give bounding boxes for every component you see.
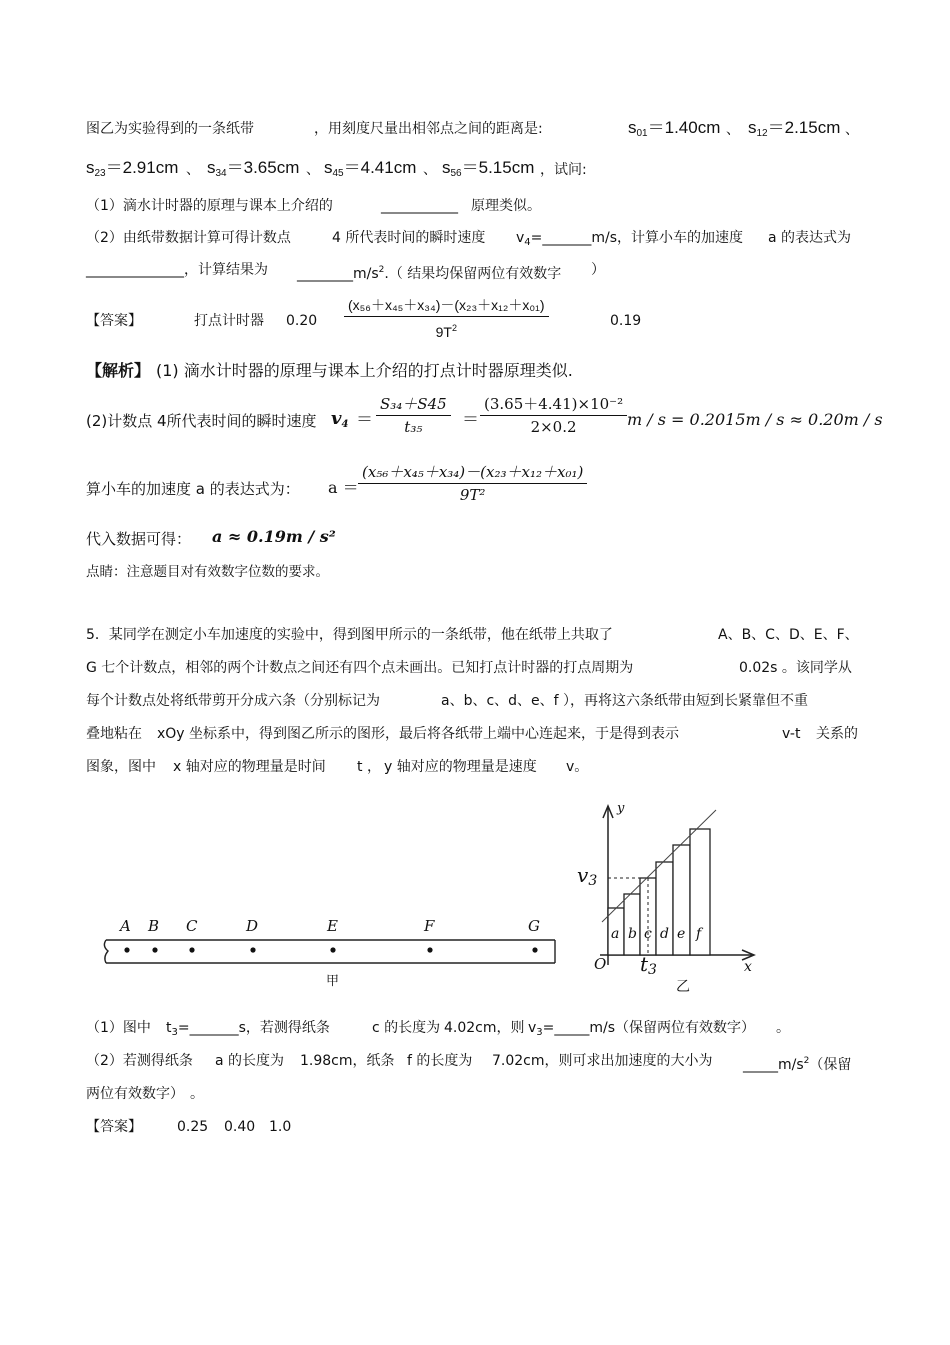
jiexi-frac-2-den: 2×0.2 — [530, 418, 577, 436]
jiexi-3-a: a ＝ — [328, 478, 359, 497]
graph-x-label: x — [744, 959, 752, 975]
q5-line-1b: A、B、C、D、E、F、 — [718, 627, 859, 643]
q5-sub1-b — [166, 1019, 330, 1042]
q5-sub2-unit: _____m/s — [743, 1057, 804, 1073]
q1-blank: ___________ — [381, 198, 458, 214]
s01-sub: 01 — [636, 128, 648, 139]
jiexi-eq-1: ＝ — [356, 410, 373, 430]
q5-line-5c: t ， — [357, 759, 381, 775]
jiexi-3-frac-den: 9T² — [459, 486, 486, 504]
jiexi-frac-1-den: t₃₅ — [404, 418, 423, 436]
strips — [608, 829, 710, 955]
q2-text-2: 4 所代表时间的瞬时速度 — [332, 230, 486, 246]
q5-sub1-v: v — [528, 1020, 537, 1036]
q2-blank-1: ______________，计算结果为 — [86, 262, 268, 278]
q5-line-3: 每个计数点处将纸带剪开分成六条（分别标记为 — [86, 693, 380, 709]
answer-formula-num: (x₅₆＋x₄₅＋x₃₄)－(x₂₃＋x₁₂＋x₀₁) — [344, 296, 549, 317]
answer-formula-den-text: 9T — [435, 324, 452, 340]
s23-sub: 23 — [94, 168, 106, 179]
q2-unit: ________m/s — [297, 266, 379, 282]
s34-label: s — [207, 158, 216, 177]
answer-3: 0.19 — [610, 313, 642, 329]
q5-answer-3: 1.0 — [269, 1119, 292, 1135]
ask-text: ，试问: — [540, 162, 587, 178]
q5-sub1-t-sub: 3 — [171, 1027, 178, 1038]
q5-sub1-d: c 的长度为 — [372, 1020, 441, 1036]
jiexi-frac-2-num: (3.65＋4.41)×10⁻² — [480, 395, 627, 416]
answer-1: 打点计时器 — [194, 313, 264, 329]
q5-line-5b: x 轴对应的物理量是时间 — [173, 759, 326, 775]
tape-caption: 甲 — [326, 974, 340, 989]
q5-sub2-g: （保留 — [809, 1057, 852, 1073]
q5-line-4c: v-t — [782, 726, 801, 742]
s45-sub: 45 — [332, 168, 344, 179]
strip-label-d: d — [660, 926, 669, 942]
s23-label: s — [86, 158, 95, 177]
jiexi-3: 算小车的加速度 a 的表达式为： — [86, 480, 300, 498]
q5-sub2-e: 7.02cm，则可求出加速度的大小为 — [492, 1053, 713, 1069]
q5-line-4d: 关系的 — [816, 726, 858, 742]
q5-line-5: 图象，图中 — [86, 759, 156, 775]
q5-answer-1: 0.25 — [177, 1119, 209, 1135]
q5-line-2: G 七个计数点，相邻的两个计数点之间还有四个点未画出。已知打点计时器的打点周期为 — [86, 660, 634, 676]
tape-label-f: F — [424, 917, 435, 935]
s45-label: s — [324, 158, 333, 177]
s12-label: s — [748, 118, 757, 137]
graph-origin: O — [594, 955, 607, 973]
s12-sub: 12 — [756, 128, 768, 139]
tape-label-e: E — [327, 917, 338, 935]
q5-sub1-e: 4.02cm，则 — [444, 1020, 525, 1036]
q1-text-2: 原理类似。 — [471, 198, 541, 214]
q5-sub1-a: （1）图中 — [86, 1020, 151, 1036]
q2-note: .（ 结果均保留两位有效数字 — [384, 266, 562, 282]
intro-text-2: ，用刻度尺量出相邻点之间的距离是: — [314, 121, 543, 137]
intro-text: 图乙为实验得到的一条纸带 — [86, 121, 254, 137]
jiexi-1: (1) 滴水计时器的原理与课本上介绍的打点计时器原理类似. — [156, 361, 573, 380]
strip-label-a: a — [611, 926, 620, 942]
q5-line-1: 5．某同学在测定小车加速度的实验中，得到图甲所示的一条纸带，他在纸带上共取了 — [86, 627, 613, 643]
graph-v3-sub: 3 — [588, 873, 598, 889]
sep-4: 、 — [306, 162, 320, 178]
dianjing-note: 点睛：注意题目对有效数字位数的要求。 — [86, 564, 329, 580]
jiexi-result: m / s = 0.2015m / s ≈ 0.20m / s — [627, 410, 883, 429]
s56-val: ＝5.15cm — [461, 158, 535, 177]
graph-t3-sub: 3 — [648, 962, 657, 978]
q2-text-4: a 的表达式为 — [768, 230, 852, 246]
sep-3: 、 — [186, 162, 200, 178]
strip-label-b: b — [628, 926, 637, 942]
jiexi-2: (2)计数点 4所代表时间的瞬时速度 — [86, 412, 317, 430]
q2-unit-sup: 2 — [378, 265, 385, 275]
graph-y-label: y — [617, 801, 625, 816]
graph-v3 — [577, 863, 598, 890]
q2-text: （2）由纸带数据计算可得计数点 — [86, 230, 291, 246]
jiexi-label: 【解析】 — [86, 361, 151, 380]
q5-sub2-b: a 的长度为 — [215, 1053, 285, 1069]
q5-sub2-c: 1.98cm，纸条 — [300, 1053, 395, 1069]
q5-line-3b: a、b、c、d、e、f ），再将这六条纸带由短到长紧靠但不重 — [441, 693, 809, 709]
q5-sub2-unit-sup: 2 — [803, 1056, 810, 1066]
s45-val: ＝4.41cm — [343, 158, 417, 177]
graph-t3-text: t — [640, 952, 649, 976]
q5-sub1-v-sub: 3 — [536, 1027, 543, 1038]
q5-sub2-h: 两位有效数字） — [86, 1086, 184, 1102]
jiexi-v: v — [331, 408, 342, 429]
answer-2: 0.20 — [286, 313, 318, 329]
q5-answer-label: 【答案】 — [86, 1119, 142, 1135]
q2-v: v — [516, 230, 525, 246]
q5-line-2b: 0.02s 。该同学从 — [739, 660, 852, 676]
q5-sub2-a: （2）若测得纸条 — [86, 1053, 193, 1069]
q5-sub1-c: =_______s，若测得纸条 — [177, 1020, 330, 1036]
jiexi-eq-2: ＝ — [462, 410, 479, 430]
jiexi-4-result: a ≈ 0.19m / s² — [212, 527, 336, 546]
q5-sub1-h: 。 — [776, 1020, 790, 1036]
sep-5: 、 — [423, 162, 437, 178]
q5-sub1-f — [528, 1019, 755, 1042]
tape-label-a: A — [120, 917, 131, 935]
strip-label-e: e — [677, 926, 686, 942]
q5-sub2-i: 。 — [190, 1086, 204, 1102]
q1-text: （1）滴水计时器的原理与课本上介绍的 — [86, 198, 333, 214]
tape-label-g: G — [528, 917, 540, 935]
q5-sub1-t: t — [166, 1020, 172, 1036]
s01-label: s — [628, 118, 637, 137]
s01-val: ＝1.40cm — [647, 118, 721, 137]
answer-formula-den-sup: 2 — [451, 323, 457, 333]
q5-sub1-g: =_____m/s（保留两位有效数字） — [542, 1020, 756, 1036]
q5-line-4: 叠地粘在 — [86, 726, 142, 742]
tape-label-d: D — [246, 917, 259, 935]
strip-label-c: c — [644, 926, 652, 942]
q5-sub2-d: f 的长度为 — [407, 1053, 473, 1069]
q2-text-3: =_______m/s，计算小车的加速度 — [530, 230, 744, 246]
q5-sub2-f — [743, 1052, 851, 1074]
s12-val: ＝2.15cm — [767, 118, 841, 137]
q5-line-5e: v。 — [566, 759, 589, 775]
jiexi-3-frac-num: (x₅₆＋x₄₅＋x₃₄)－(x₂₃＋x₁₂＋x₀₁) — [358, 463, 587, 484]
s23-val: ＝2.91cm — [105, 158, 179, 177]
jiexi-frac-1-num: S₃₄＋S45 — [376, 395, 451, 416]
graph-t3 — [640, 952, 657, 979]
s34-val: ＝3.65cm — [226, 158, 300, 177]
sep-2: 、 — [845, 122, 859, 138]
q5-line-4b: xOy 坐标系中，得到图乙所示的图形，最后将各纸带上端中心连起来，于是得到表示 — [157, 726, 680, 742]
q2-note-close: ） — [591, 262, 605, 278]
tape-label-b: B — [148, 917, 160, 935]
answer-label: 【答案】 — [86, 313, 142, 329]
q5-answer-2: 0.40 — [224, 1119, 256, 1135]
jiexi-4: 代入数据可得： — [86, 530, 192, 548]
s56-label: s — [442, 158, 451, 177]
strip-label-f: f — [696, 926, 702, 942]
graph-v3-text: v — [577, 863, 589, 887]
s34-sub: 34 — [215, 168, 227, 179]
graph-caption: 乙 — [676, 979, 690, 995]
tape-label-c: C — [186, 917, 198, 935]
s56-sub: 56 — [450, 168, 462, 179]
sep-1: 、 — [726, 122, 740, 138]
jiexi-v-sub: 4 — [341, 419, 349, 430]
q5-line-5d: y 轴对应的物理量是速度 — [384, 759, 537, 775]
q2-v-sub: 4 — [524, 237, 531, 248]
